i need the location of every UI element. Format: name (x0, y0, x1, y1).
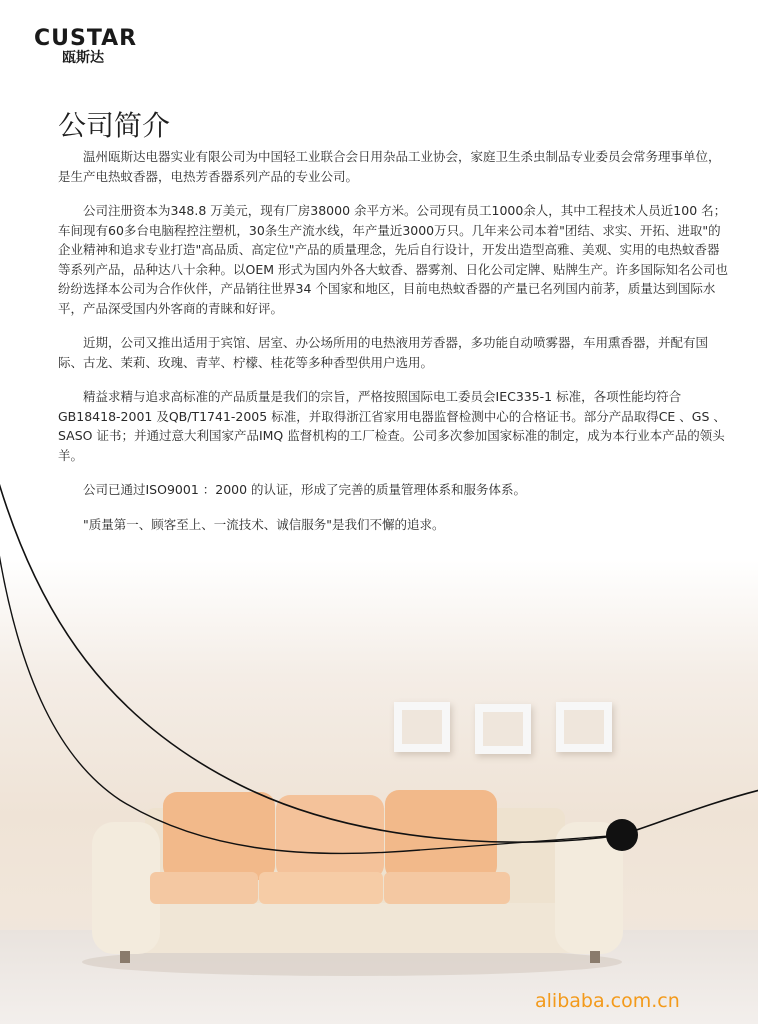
decorative-curve (0, 480, 622, 842)
decorative-curve (622, 790, 758, 835)
seat-cushion (150, 872, 258, 904)
page-title: 公司简介 (58, 109, 171, 142)
sofa-leg (120, 951, 130, 963)
paragraph-intro: 温州瓯斯达电器实业有限公司为中国轻工业联合会日用杂品工业协会，家庭卫生杀虫制品专业委员会常务理事单位，是生产电热蚊香器，电热芳香器系列产品的专业公司。 (58, 149, 721, 184)
seat-cushion (384, 872, 510, 904)
paragraph-motto: "质量第一、顾客至上、一流技术、诚信服务"是我们不懈的追求。 (83, 516, 445, 532)
paragraph-quality: 精益求精与追求高标准的产品质量是我们的宗旨，严格按照国际电工委员会IEC335-1 标准，各项性能均符合GB18418-2001 及QB/T1741-2005 标准，并取得浙江省家用电器监督检测中心的合格证书。部分产品取得CE 、GS 、SASO 证书；并通过意大利国家产品IMQ 监督机构的工厂检查。公司多次参加国家标准的制定，成为本行业本产品的领头羊。 (58, 389, 726, 463)
sofa-arm-left (92, 822, 160, 954)
logo-chinese-name: 瓯斯达 (62, 50, 104, 66)
watermark: alibaba.com.cn (535, 990, 680, 1012)
decorative-dot (606, 819, 638, 851)
back-cushion (385, 790, 497, 880)
seat-cushion (259, 872, 383, 904)
paragraph-capacity: 公司注册资本为348.8 万美元，现有厂房38000 余平方米。公司现有员工1000余人，其中工程技术人员近100 名；车间现有60多台电脑程控注塑机，30条生产流水线，年产量近3000万只。几年来公司本着"团结、求实、开拓、进取"的企业精神和追求专业打造"高品质、高定位"产品的质量理念，先后自行设计，开发出造型高雅、美观、实用的电热蚊香器等系列产品，品种达八十余种。以OEM 形式为国内外各大蚊香、器雾剂、日化公司定牌、贴牌生产。许多国际知名公司也纷纷选择本公司为合作伙伴，产品销往世界34 个国家和地区，目前电热蚊香器的产量已名列国内前茅，质量达到国际水平，产品深受国内外客商的青睐和好评。 (58, 203, 728, 316)
back-cushion (163, 792, 275, 880)
paragraph-certification: 公司已通过ISO9001 ：2000 的认证，形成了完善的质量管理体系和服务体系。 (83, 482, 527, 497)
logo-wordmark: CUSTAR (34, 26, 138, 51)
sofa-leg (590, 951, 600, 963)
paragraph-new-products: 近期，公司又推出适用于宾馆、居室、办公场所用的电热液用芳香器，多功能自动喷雾器，车用熏香器，并配有国际、古龙、茉莉、玫瑰、青苹、柠檬、桂花等多种香型供用户选用。 (58, 335, 709, 370)
